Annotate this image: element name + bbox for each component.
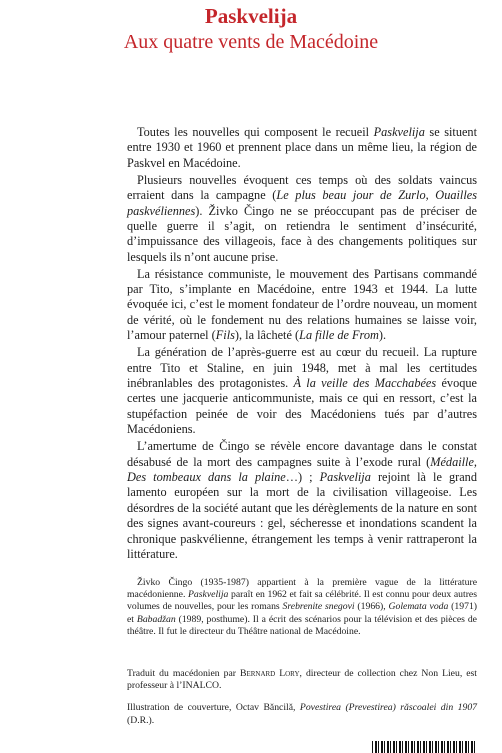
text-run: ). Živko Čingo ne se préoccupant pas de préciser de quelle guerre il s’agit, on retiendra le sentiment d’insécurité, d’impuissance des villageois, face à des changements politiques sur lesquels ils n’ont aucune prise. <box>127 203 477 264</box>
text-run: Srebrenite snegovi <box>282 601 355 613</box>
author-bio-paragraph <box>127 577 477 638</box>
text-run: se situent entre 1930 et 1960 et prennent place dans un même lieu, la région de Paskvel en Macédoine. <box>127 125 477 170</box>
blurb-paragraph-5 <box>127 439 477 562</box>
text-run: Plusieurs nouvelles évoquent ces temps où des soldats vaincus erraient dans la campagne ( <box>127 172 477 203</box>
text-run: Paskvelija <box>188 589 229 601</box>
text-run: Le plus beau jour de Zurlo, Ouailles paskvéliennes <box>127 188 477 218</box>
text-run: (1966), <box>354 601 389 613</box>
text-run: évoque certes une jacquerie anticommuniste, mais ce qui en ressort, c’est la stupéfaction peinée de voir des Macédoniens tués par d’autres Macédoniens. <box>127 376 477 437</box>
text-run: ), la lâcheté ( <box>234 328 300 343</box>
book-subtitle: Aux quatre vents de Macédoine <box>123 31 379 53</box>
blurb-paragraph-2 <box>127 173 477 265</box>
text-run: Médaille, Des tombeaux dans la plaine <box>127 454 477 484</box>
text-run: La fille de From <box>299 328 379 343</box>
text-run: Živko Čingo (1935-1987) appartient à la première vague de la littérature macédonienne. <box>127 577 477 601</box>
book-title: Paskvelija <box>204 4 298 28</box>
illustration-credit <box>127 702 477 726</box>
text-run: Illustration de couverture, Octav Băncilă, <box>127 702 300 714</box>
text-run: Fils <box>215 328 235 343</box>
blurb-paragraph-4 <box>127 345 477 437</box>
text-run: , directeur de collection chez Non Lieu, est professeur à l’INALCO. <box>127 668 477 692</box>
blurb-paragraph-3 <box>127 267 477 344</box>
text-run: (1971) et <box>127 601 478 625</box>
text-run: Paskvelija <box>319 469 371 484</box>
text-run: Golemata voda <box>388 601 449 613</box>
text-run: Bernard Lory <box>239 668 300 679</box>
text-run: Toutes les nouvelles qui composent le recueil <box>137 125 374 139</box>
text-run: (1989, posthume). Il a écrit des scénarios pour la télévision et des pièces de théâtre. Il fut le directeur du Théâtre national de Macédoine. <box>127 613 477 637</box>
author-bio <box>127 577 477 638</box>
text-run: Babadžan <box>136 613 176 625</box>
credits <box>127 668 477 727</box>
text-run: rejoint là le grand lamento européen sur la mort de la civilisation villageoise. Les désordres de la société autant que les dérèglements de la nature en sont des signes avant-coureurs : gel, sécheresse et inondations scandent la chronique paskvélienne, étrangement les temps à venir rattraperont la littérature. <box>127 469 477 561</box>
text-run: …) ; <box>285 469 320 484</box>
translator-credit <box>127 668 477 692</box>
text-run: L’amertume de Čingo se révèle encore davantage dans le constat désabusé de la mort des campagnes suite à l’exode rural ( <box>127 439 477 469</box>
text-run: Paskvelija <box>373 125 425 139</box>
text-run: (D.R.). <box>127 714 155 726</box>
text-run: À la veille des Macchabées <box>293 376 437 390</box>
barcode <box>372 741 477 753</box>
header <box>0 4 502 54</box>
text-run: Traduit du macédonien par <box>127 668 240 679</box>
blurb-paragraph-1 <box>127 125 477 171</box>
text-run: ). <box>378 328 387 343</box>
text-run: La génération de l’après-guerre est au cœur du recueil. La rupture entre Tito et Staline, en juin 1948, met à mal les certitudes inébranlables des protagonistes. <box>127 345 477 390</box>
text-run: La résistance communiste, le mouvement des Partisans commandé par Tito, s’implante en Macédoine, entre 1943 et 1944. La lutte évoquée ici, c’est le moment fondateur de l’ordre nouveau, un moment de vérité, où le fondement nu des relations humaines se laisse voir, l’amour paternel ( <box>127 266 477 343</box>
text-run: Povestirea (Prevestirea) răscoalei din 1907 <box>299 702 478 714</box>
text-run: paraît en 1962 et fait sa célébrité. Il est connu pour deux autres volumes de nouvelles, pour les romans <box>127 589 477 613</box>
blurb-text <box>127 125 477 564</box>
